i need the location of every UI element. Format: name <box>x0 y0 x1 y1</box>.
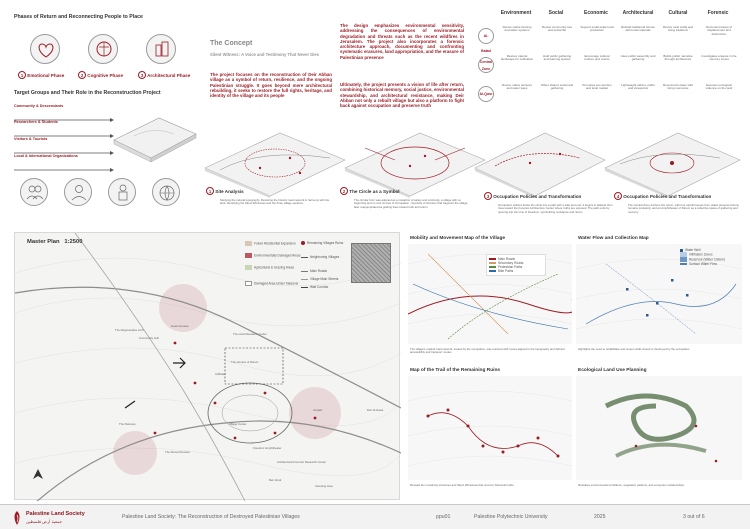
map-label-ruined: The Ruined Houses <box>165 450 190 454</box>
master-legend <box>245 241 401 301</box>
target-group-1: Community & Descendants <box>14 104 114 127</box>
logo-name: Palestine Land Society <box>26 511 85 517</box>
step-3-policies-diagram <box>470 118 610 198</box>
mobility-title: Mobility and Movement Map of the Village <box>410 236 506 241</box>
map-label-guest: Guest Houses <box>171 324 189 328</box>
col-social: Social <box>548 10 564 16</box>
targets-title: Target Groups and Their Role in the Reconstruction Project <box>14 90 161 96</box>
footer-title: Palestine Land Society: The Reconstruction of Destroyed Palestinian Villages <box>122 514 300 520</box>
phase-labels <box>14 71 214 81</box>
matrix-cell: Revive community ties and social life <box>541 25 572 33</box>
logo-arabic: جمعية أرض فلسطين <box>26 519 63 524</box>
matrix-cell: Document traces of displacement and destruction <box>705 25 732 36</box>
water-legend <box>680 248 742 266</box>
water-caption: Highlights the need to rehabilitate and reopen wells closed or destroyed by the occupation. <box>578 347 691 351</box>
eco-map <box>576 376 742 480</box>
matrix-cell: Encourage cultural tourism and events <box>584 54 610 62</box>
concept-title: The Concept <box>210 40 253 47</box>
legend-item: Village Main Streets <box>301 277 349 281</box>
map-label-regen: The Regenerative Arch <box>115 328 144 332</box>
legend-bike-paths: Bike Paths <box>489 269 543 273</box>
step-4-center-diagram <box>600 118 745 198</box>
legend-infiltration: Infiltration Zones <box>680 252 742 257</box>
col-cultural: Cultural <box>668 10 688 16</box>
phases-title: Phases of Return and Reconnecting People to Place <box>14 14 143 20</box>
matrix-cell: Lightweight cabins, paths and viewpoints <box>621 83 655 91</box>
legend-water-well: Water Well <box>680 248 742 252</box>
map-label-alqasr: Al-Qasr <box>313 408 323 412</box>
researcher-icon <box>64 178 92 206</box>
step-1: 1 Site Analysis Studying the natural topography. Restoring the historic road network in harmony with the land. Identifying the Silent Witnesses and the three village sections. <box>206 187 334 206</box>
mobility-legend <box>486 254 546 276</box>
legend-item: Future Residential Expansion <box>245 241 303 246</box>
legend-reservoir: Reservoir (Water Cistern) <box>680 257 742 262</box>
col-economic: Economic <box>584 10 608 16</box>
row-label-al-qasr: Al-Qasr <box>478 86 494 102</box>
logo-mark-icon <box>10 510 24 526</box>
target-arrows <box>14 104 114 174</box>
legend-item: Damaged Area Under Takeover <box>245 281 303 286</box>
col-forensic: Forensic <box>707 10 729 16</box>
step-3: 3 Occupation Policies and Transformation Occupation policies broke the circle into a path with a start and end. It begins in Akkaret then rises toward the Forensic Architecture Center where truths are exposed. The path ends by opening into the Line of Freedom, symbolizing resistance and return. <box>484 192 614 214</box>
legend-surface-flow: Surface Water Flow <box>680 262 742 266</box>
eco-caption: Illustrates environmental conditions, vegetation patterns, and ecosystem relationships. <box>578 483 685 487</box>
legend-item: Agricultural & Grazing Areas <box>245 265 303 270</box>
footer-logo <box>10 509 100 527</box>
matrix-cell: Reconnects place with living memories <box>662 83 694 91</box>
ruins-title: Map of the Trail of the Remaining Ruins <box>410 368 501 373</box>
legend-item: Neighboring Villages <box>301 255 349 259</box>
legend-main-roads: Main Roads <box>489 257 543 261</box>
matrix-cell: Support small-scale local production <box>580 25 614 33</box>
map-label-community: Community Hub <box>139 336 160 340</box>
matrix-cell: Uses public assembly and gathering <box>620 54 656 62</box>
map-label-village: Village Center <box>229 422 247 426</box>
heart-icon <box>30 34 60 64</box>
phase-icons <box>30 34 180 66</box>
concept-para-3: Ultimately, the project presents a vision of life after return, combining historical memory, social justice, environmental stewardship, and architectural resistance, making Deir Abban not only a rebuilt village but also a platform to fight back against occupation and preserve truth <box>340 82 464 109</box>
target-group-3: Visitors & Tourists <box>14 137 114 160</box>
matrix-cell: Rebuild traditional homes with local materials <box>621 25 655 33</box>
footer-page: 3 out of 6 <box>683 514 705 520</box>
target-group-2: Researchers & Students <box>14 120 114 143</box>
ruins-map <box>408 376 572 480</box>
phase-3: 3 Architectural Phase <box>138 71 190 79</box>
map-label-camping: Camping Area <box>315 484 333 488</box>
map-label-research: The Land Research Center <box>233 332 267 336</box>
mobility-caption: The village's original road network, erased by the occupation, was restored with routes aligned to the topography and defined accessibility and transport modes. <box>410 347 565 355</box>
buildings-icon <box>146 34 176 64</box>
map-label-freedom: Freedom Amphitheater <box>253 446 282 450</box>
footer-year: 2025 <box>594 514 606 520</box>
phase-1: 1 Emotional Phase <box>18 71 64 79</box>
map-label-beit: Beit Jimal <box>269 478 282 482</box>
row-label-al-balad: Al-Balad <box>478 28 494 44</box>
map-label-pastures: The Pastures <box>119 422 136 426</box>
map-label-deir: Deir Al-Hawa <box>367 408 384 412</box>
step-2-circle-diagram <box>340 118 490 198</box>
row-label-central-zone: Central Zone <box>478 57 494 73</box>
matrix-cell: Offers shared social and gathering <box>540 83 574 91</box>
map-label-albalad: Al-Balad <box>215 372 226 376</box>
master-plan-title: Master Plan 1:2500 <box>27 239 83 245</box>
legend-secondary-roads: Secondary Roads <box>489 261 543 265</box>
master-plan-panel <box>14 232 400 500</box>
satellite-thumbnail <box>351 243 391 283</box>
matrix-cell: Restore natural landscape for cultivation <box>500 54 534 62</box>
phase-2: 2 Cognitive Phase <box>78 71 123 79</box>
people-icon <box>20 178 48 206</box>
globe-icon <box>152 178 180 206</box>
strategy-matrix <box>478 10 744 104</box>
legend-item: Remaining Villages Ruins <box>301 241 349 245</box>
footer <box>0 504 750 529</box>
step-1-site-diagram <box>200 118 350 198</box>
brain-icon <box>88 34 118 64</box>
concept-subtitle: Silent Witness: A Voice and Testimony That Never Dies <box>210 52 320 57</box>
col-environment: Environment <box>500 10 532 16</box>
legend-item: Environmentally Damaged Areas <box>245 253 303 258</box>
matrix-cell: Promotes eco-tourism and local market <box>582 83 612 91</box>
map-label-forensic: Architectural Forensic Research Center <box>277 460 326 464</box>
matrix-cell: Revive native farming and water systems <box>502 25 532 33</box>
step-4: 4 Occupation Policies and Transformation The Central Zone anchors the return, with four rebuilt houses from oldest preserved stone remains (outward), and an Amphitheater of Return as a collective space of gathering and memory. <box>614 192 744 214</box>
matrix-cell: Revive native terraces and water ways <box>502 83 532 91</box>
legend-pedestrian-paths: Pedestrian Paths <box>489 265 543 269</box>
concept-para-1: The project focuses on the reconstruction of Deir Abban village as a symbol of return, resilience, and the ongoing Palestinian struggle. It goes beyond mere architectural rebuilding, it seeks to restore the full rights, heritage, and identity of the village and its people <box>210 72 332 99</box>
legend-item: Main Roads <box>301 269 349 273</box>
footer-university: Palestine Polytechnic University <box>474 514 548 520</box>
ruins-caption: Reveals the remaining structures and Silent Witnesses that uncover historical truths. <box>410 483 515 487</box>
target-group-4: Local & International Organizations <box>14 154 114 177</box>
tourist-icon <box>108 178 136 206</box>
map-label-houses: The Houses of Return <box>231 360 259 364</box>
legend-item: Wall Corridor <box>301 285 349 289</box>
footer-code: ppu01 <box>436 514 451 520</box>
matrix-cell: Exposes ecological violence on the land <box>705 83 733 91</box>
matrix-cell: Hold public gathering and learning spaces <box>542 54 572 62</box>
matrix-cell: Builds public narrative through architecture <box>663 54 693 62</box>
target-iso-diagram <box>104 100 200 170</box>
target-icons-row <box>20 178 200 210</box>
matrix-cell: Investigates erasure in the memory zones <box>701 54 737 62</box>
matrix-cell: Revive rural crafts and living traditions <box>662 25 693 33</box>
concept-para-2: The design emphasizes environmental sensitivity, addressing the consequences of environmental degradation and threats such as the recent wildfires in Jerusalem. The project also incorporates a forensic architecture approach, documenting and confronting systematic erasures, land appropriation, and the erasure of Palestinian presence <box>340 23 464 60</box>
water-title: Water Flow and Collection Map <box>578 236 649 241</box>
step-2: 2 The Circle as a Symbol The circular form was adopted as a metaphor of safety and continuity, a village with no beginning and no end. Arrows of Occupation - Symbols of intrusion that fragment the village, later reappropriated as guiding lines toward truth and return. <box>340 187 470 209</box>
eco-title: Ecological Land Use Planning <box>578 368 647 373</box>
col-architectural: Architectural <box>622 10 654 16</box>
